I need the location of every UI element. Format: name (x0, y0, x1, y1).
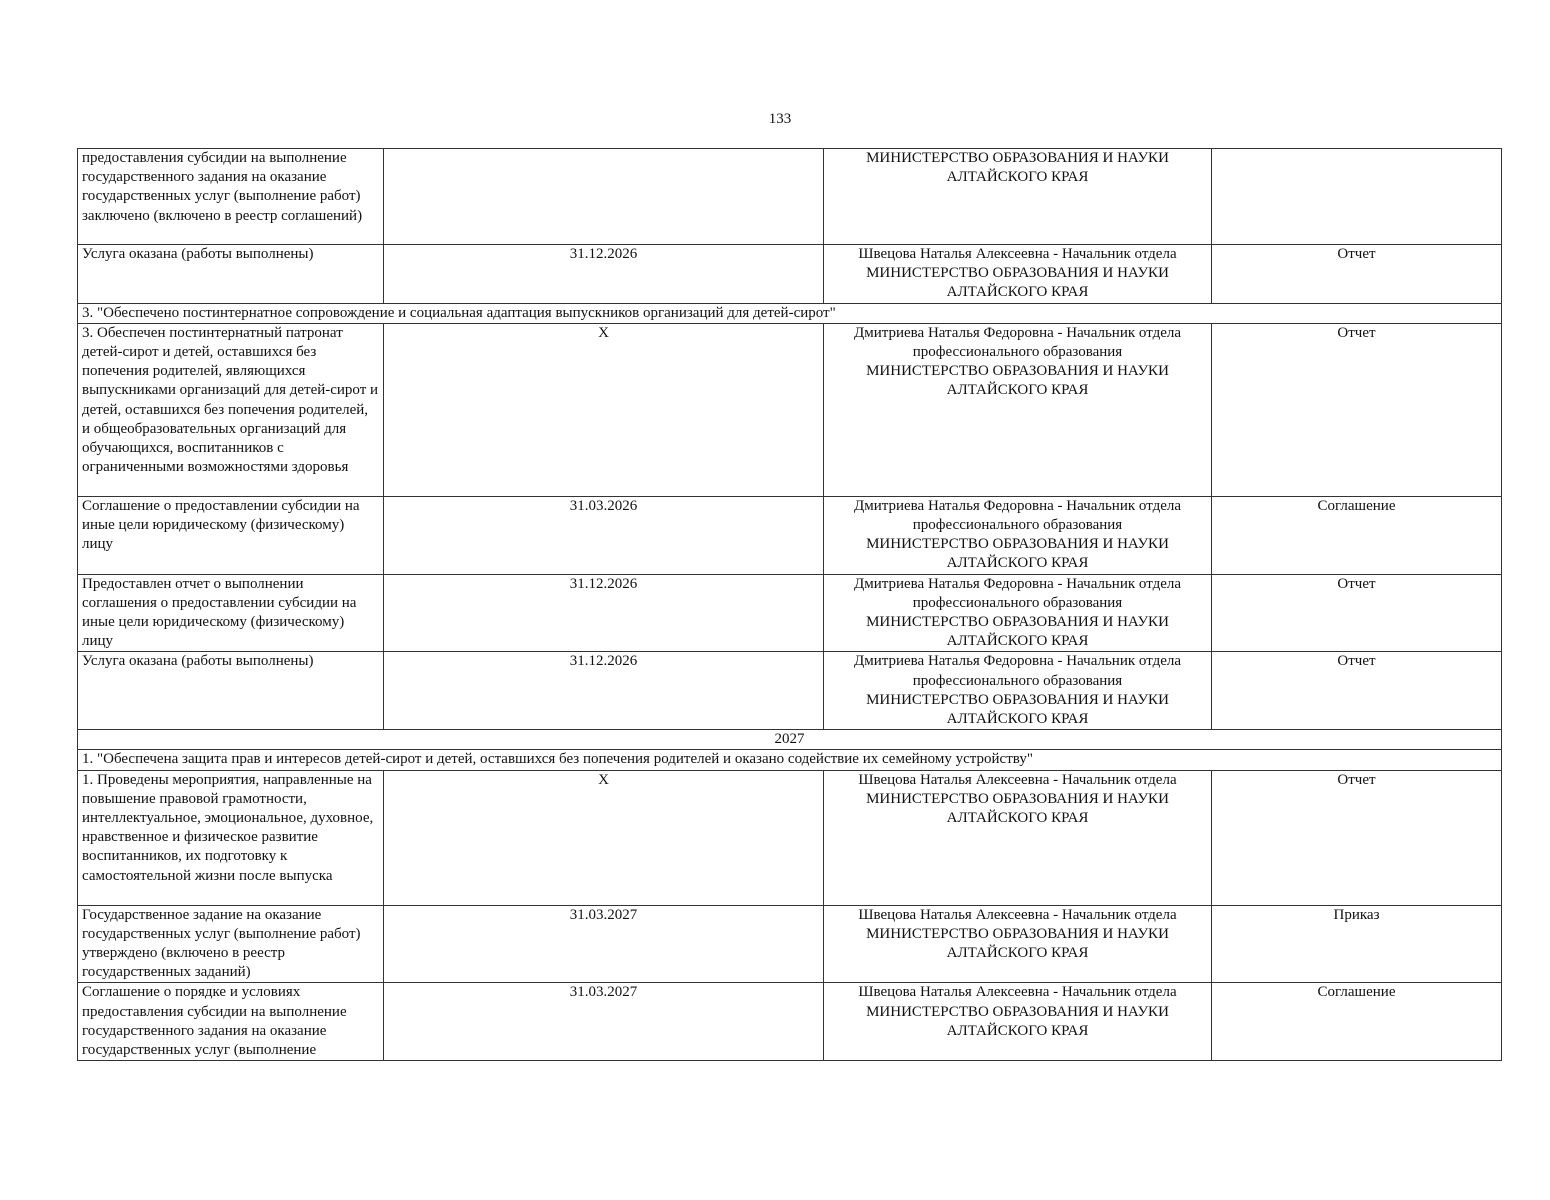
event-description: Услуга оказана (работы выполнены) (78, 652, 384, 730)
event-date: 31.03.2027 (384, 983, 824, 1061)
table-row (78, 983, 1502, 1061)
section-title: 1. "Обеспечена защита прав и интересов детей-сирот и детей, оставшихся без попечения родителей и оказано содействие их семейному устройству" (78, 750, 1502, 770)
table-row (78, 574, 1502, 652)
events-table (77, 148, 1502, 1061)
event-date: 31.12.2026 (384, 245, 824, 304)
event-description: Услуга оказана (работы выполнены) (78, 245, 384, 304)
event-responsible: Дмитриева Наталья Федоровна - Начальник отдела профессионального образования МИНИСТЕРСТВО ОБРАЗОВАНИЯ И НАУКИ АЛТАЙСКОГО КРАЯ (824, 652, 1212, 730)
event-date (384, 149, 824, 245)
table-row (78, 770, 1502, 905)
event-document: Соглашение (1212, 496, 1502, 574)
event-document: Приказ (1212, 905, 1502, 983)
event-date: 31.03.2027 (384, 905, 824, 983)
section-row (78, 303, 1502, 323)
year-row (78, 730, 1502, 750)
table-row (78, 652, 1502, 730)
event-document: Отчет (1212, 245, 1502, 304)
event-responsible: Дмитриева Наталья Федоровна - Начальник отдела профессионального образования МИНИСТЕРСТВО ОБРАЗОВАНИЯ И НАУКИ АЛТАЙСКОГО КРАЯ (824, 574, 1212, 652)
event-description: Соглашение о порядке и условиях предоставления субсидии на выполнение государственного задания на оказание государственных услуг (выполнение (78, 983, 384, 1061)
section-row (78, 750, 1502, 770)
event-responsible: МИНИСТЕРСТВО ОБРАЗОВАНИЯ И НАУКИ АЛТАЙСКОГО КРАЯ (824, 149, 1212, 245)
event-document: Соглашение (1212, 983, 1502, 1061)
event-description: 1. Проведены мероприятия, направленные на повышение правовой грамотности, интеллектуальное, эмоциональное, духовное, нравственное и физическое развитие воспитанников, их подготовку к самостоятельной жизни после выпуска (78, 770, 384, 905)
event-responsible: Швецова Наталья Алексеевна - Начальник отдела МИНИСТЕРСТВО ОБРАЗОВАНИЯ И НАУКИ АЛТАЙСКОГО КРАЯ (824, 983, 1212, 1061)
event-description: предоставления субсидии на выполнение государственного задания на оказание государственных услуг (выполнение работ) заключено (включено в реестр соглашений) (78, 149, 384, 245)
event-date: 31.03.2026 (384, 496, 824, 574)
event-description: 3. Обеспечен постинтернатный патронат детей-сирот и детей, оставшихся без попечения родителей, являющихся выпускниками организаций для детей-сирот и детей, оставшихся без попечения родителей, и общеобразовательных организаций для обучающихся, воспитанников с ограниченными возможностями здоровья (78, 323, 384, 496)
event-document: Отчет (1212, 323, 1502, 496)
event-document: Отчет (1212, 652, 1502, 730)
event-description: Государственное задание на оказание государственных услуг (выполнение работ) утверждено (включено в реестр государственных заданий) (78, 905, 384, 983)
table-row (78, 496, 1502, 574)
page-number: 133 (768, 111, 792, 127)
event-document: Отчет (1212, 574, 1502, 652)
event-document (1212, 149, 1502, 245)
event-date: X (384, 770, 824, 905)
table-row (78, 323, 1502, 496)
event-date: X (384, 323, 824, 496)
table-row (78, 149, 1502, 245)
event-date: 31.12.2026 (384, 574, 824, 652)
event-description: Предоставлен отчет о выполнении соглашения о предоставлении субсидии на иные цели юридическому (физическому) лицу (78, 574, 384, 652)
table-row (78, 905, 1502, 983)
event-responsible: Швецова Наталья Алексеевна - Начальник отдела МИНИСТЕРСТВО ОБРАЗОВАНИЯ И НАУКИ АЛТАЙСКОГО КРАЯ (824, 770, 1212, 905)
table-row (78, 245, 1502, 304)
year-label: 2027 (78, 730, 1502, 750)
section-title: 3. "Обеспечено постинтернатное сопровождение и социальная адаптация выпускников организаций для детей-сирот" (78, 303, 1502, 323)
event-description: Соглашение о предоставлении субсидии на иные цели юридическому (физическому) лицу (78, 496, 384, 574)
event-responsible: Дмитриева Наталья Федоровна - Начальник отдела профессионального образования МИНИСТЕРСТВО ОБРАЗОВАНИЯ И НАУКИ АЛТАЙСКОГО КРАЯ (824, 323, 1212, 496)
event-responsible: Швецова Наталья Алексеевна - Начальник отдела МИНИСТЕРСТВО ОБРАЗОВАНИЯ И НАУКИ АЛТАЙСКОГО КРАЯ (824, 245, 1212, 304)
event-document: Отчет (1212, 770, 1502, 905)
event-responsible: Дмитриева Наталья Федоровна - Начальник отдела профессионального образования МИНИСТЕРСТВО ОБРАЗОВАНИЯ И НАУКИ АЛТАЙСКОГО КРАЯ (824, 496, 1212, 574)
event-date: 31.12.2026 (384, 652, 824, 730)
event-responsible: Швецова Наталья Алексеевна - Начальник отдела МИНИСТЕРСТВО ОБРАЗОВАНИЯ И НАУКИ АЛТАЙСКОГО КРАЯ (824, 905, 1212, 983)
